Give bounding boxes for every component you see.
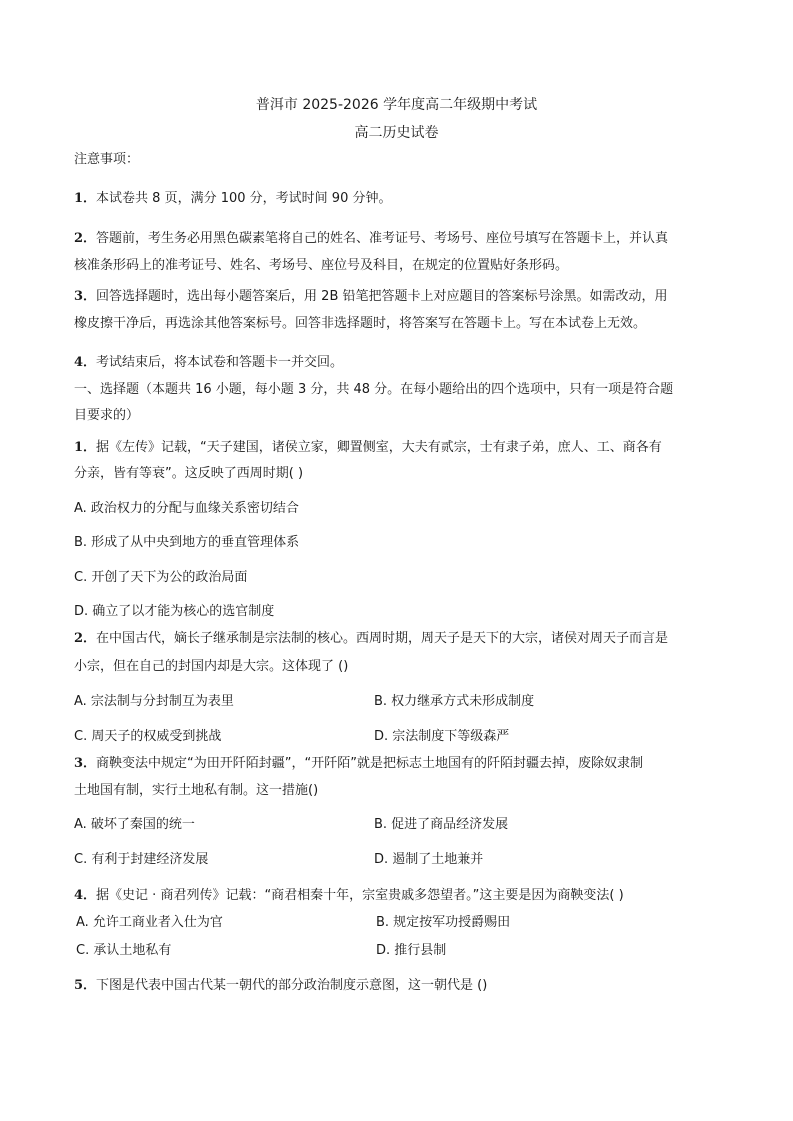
question-text: 据《史记 · 商君列传》记载：“商君相秦十年，宗室贵戚多怨望者。”这主要是因为商鞅变法( ) <box>96 888 624 903</box>
notice-item-text: 考试结束后，将本试卷和答题卡一并交回。 <box>96 355 344 370</box>
question-text: 商鞅变法中规定“为田开阡陌封疆”，“开阡陌”就是把标志土地国有的阡陌封疆去掉，废除奴隶制 <box>96 756 643 771</box>
question-number: 2． <box>74 631 97 646</box>
notice-item-continuation: 橡皮擦干净后，再选涂其他答案标号。回答非选择题时，将答案写在答题卡上。写在本试卷上无效。 <box>74 316 647 331</box>
question-text-continuation: 小宗，但在自己的封国内却是大宗。这体现了 () <box>74 659 349 674</box>
answer-option-d: D. 确立了以才能为核心的选官制度 <box>74 604 275 619</box>
notice-item <box>74 189 391 209</box>
question-text: 在中国古代，嫡长子继承制是宗法制的核心。西周时期，周天子是天下的大宗，诸侯对周天子而言是 <box>96 631 669 646</box>
notice-heading: 注意事项： <box>74 152 140 167</box>
notice-item-text: 答题前，考生务必用黑色碳素笔将自己的姓名、准考证号、考场号、座位号填写在答题卡上，并认真 <box>96 231 669 246</box>
question-stem <box>74 754 643 774</box>
answer-option-c: C. 开创了天下为公的政治局面 <box>74 570 248 585</box>
question-text: 下图是代表中国古代某一朝代的部分政治制度示意图，这一朝代是 () <box>96 978 488 993</box>
notice-item <box>74 287 668 307</box>
notice-item-number: 3． <box>74 289 97 304</box>
exam-subtitle: 高二历史试卷 <box>354 125 439 141</box>
notice-item-number: 2． <box>74 231 97 246</box>
question-text-continuation: 分亲，皆有等衰”。这反映了西周时期( ) <box>74 466 304 481</box>
question-text: 据《左传》记载，“天子建国，诸侯立家，卿置侧室，大夫有贰宗，士有隶子弟，庶人、工、商各有 <box>96 440 662 455</box>
answer-option-c: C. 周天子的权威受到挑战 <box>74 729 222 744</box>
notice-item <box>74 229 668 249</box>
answer-option-b: B. 规定按军功授爵赐田 <box>376 915 511 930</box>
answer-option-a: A. 宗法制与分封制互为表里 <box>74 694 234 709</box>
notice-item-text: 回答选择题时，选出每小题答案后，用 2B 铅笔把答题卡上对应题目的答案标号涂黑。如需改动，用 <box>96 289 668 304</box>
question-stem <box>74 976 487 996</box>
question-text-continuation: 土地国有制，实行土地私有制。这一措施() <box>74 783 319 798</box>
section-heading-continuation: 目要求的） <box>74 408 140 423</box>
answer-option-d: D. 推行县制 <box>376 943 447 958</box>
answer-option-a: A. 允许工商业者入仕为官 <box>76 915 223 930</box>
notice-item-number: 1． <box>74 191 97 206</box>
notice-item-number: 4． <box>74 355 97 370</box>
answer-option-c: C. 有利于封建经济发展 <box>74 852 209 867</box>
answer-option-a: A. 破坏了秦国的统一 <box>74 817 195 832</box>
answer-option-b: B. 形成了从中央到地方的垂直管理体系 <box>74 535 300 550</box>
answer-option-c: C. 承认土地私有 <box>76 943 172 958</box>
question-number: 3． <box>74 756 97 771</box>
question-number: 5． <box>74 978 97 993</box>
exam-title: 普洱市 2025-2026 学年度高二年级期中考试 <box>255 97 538 113</box>
answer-option-a: A. 政治权力的分配与血缘关系密切结合 <box>74 501 299 516</box>
answer-option-d: D. 遏制了土地兼并 <box>374 852 484 867</box>
question-stem <box>74 629 668 649</box>
question-number: 1． <box>74 440 97 455</box>
answer-option-d: D. 宗法制度下等级森严 <box>374 729 510 744</box>
notice-item-text: 本试卷共 8 页，满分 100 分，考试时间 90 分钟。 <box>96 191 392 206</box>
answer-option-b: B. 促进了商品经济发展 <box>374 817 509 832</box>
question-number: 4． <box>74 888 97 903</box>
question-stem <box>74 886 624 906</box>
notice-item-continuation: 核准条形码上的准考证号、姓名、考场号、座位号及科目，在规定的位置贴好条形码。 <box>74 258 569 273</box>
question-stem <box>74 438 662 458</box>
answer-option-b: B. 权力继承方式未形成制度 <box>374 694 535 709</box>
section-heading: 一、选择题（本题共 16 小题，每小题 3 分，共 48 分。在每小题给出的四个选项中，只有一项是符合题 <box>74 382 674 397</box>
notice-item <box>74 353 343 373</box>
